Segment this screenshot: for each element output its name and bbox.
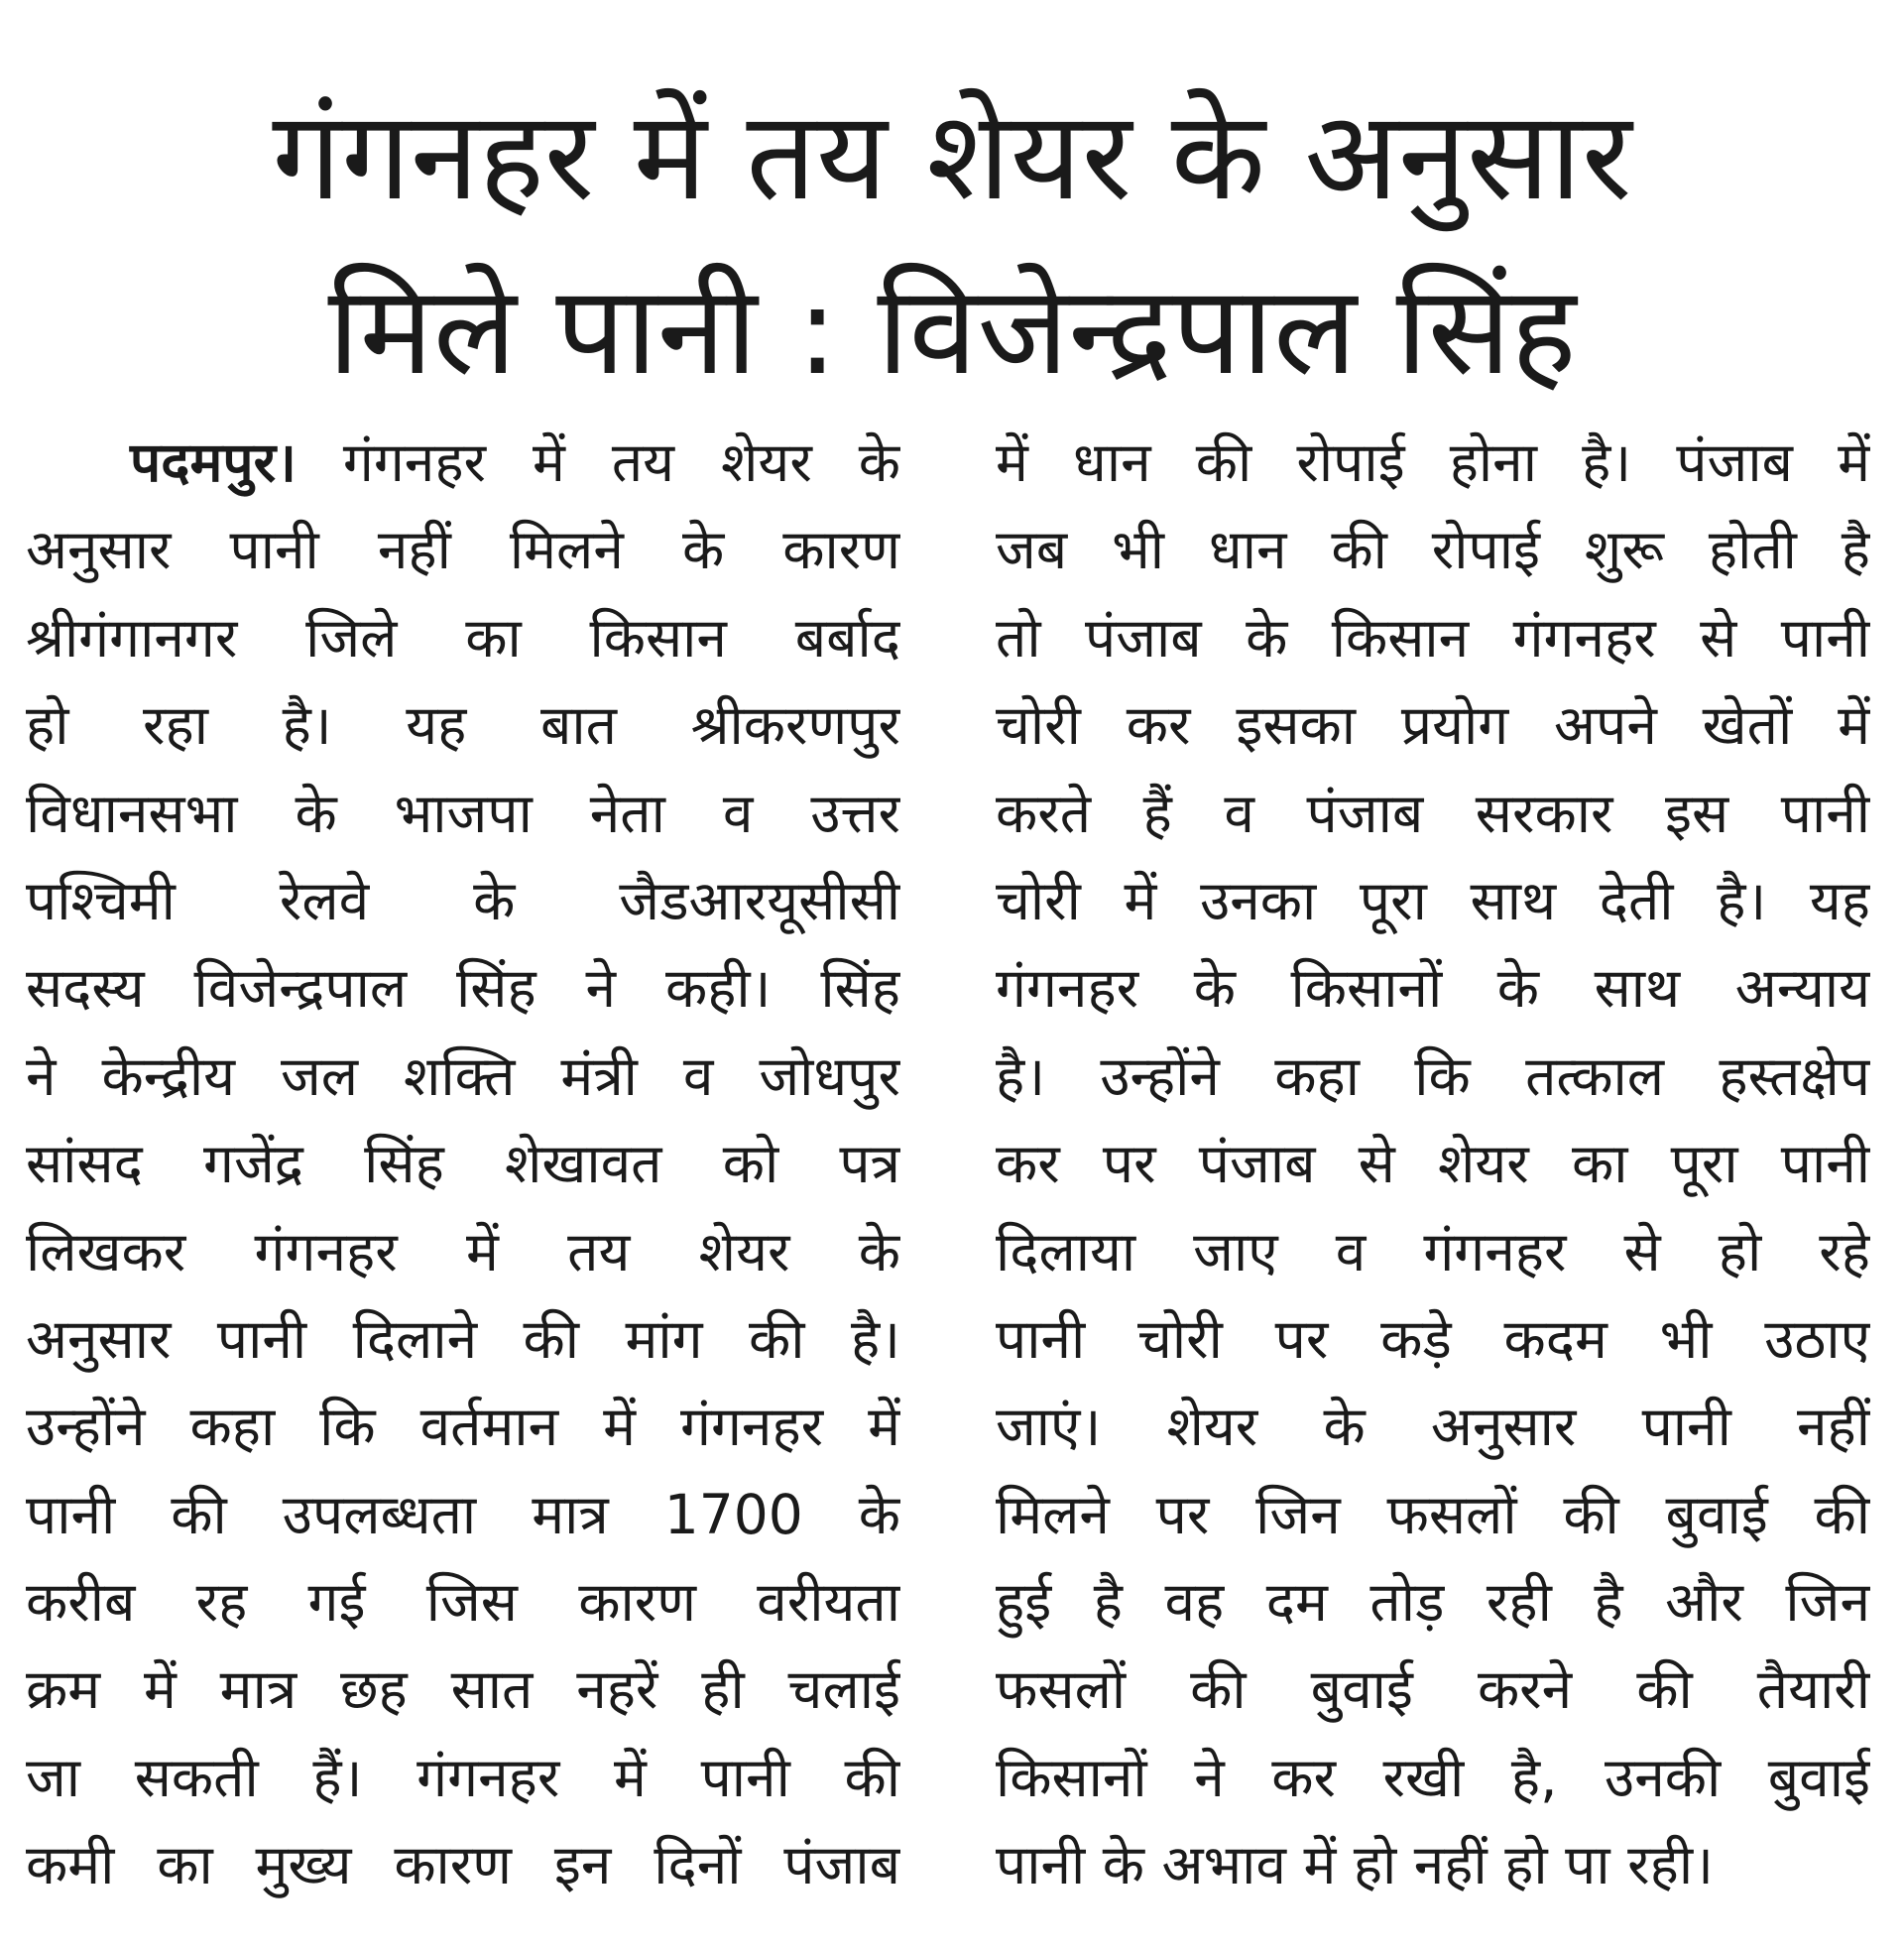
body-line: तो पंजाब के किसान गंगनहर से पानी [996, 605, 1870, 670]
body-line: करते हैं व पंजाब सरकार इस पानी [996, 781, 1870, 845]
body-line: कमी का मुख्य कारण इन दिनों पंजाब [26, 1833, 900, 1897]
headline-line-1: गंगनहर में तय शेयर के अनुसार [272, 85, 1632, 228]
body-line: करीब रह गई जिस कारण वरीयता [26, 1570, 900, 1635]
body-line: उन्होंने कहा कि वर्तमान में गंगनहर में [26, 1395, 900, 1459]
body-line: जा सकती हैं। गंगनहर में पानी की [26, 1745, 900, 1809]
body-line: सदस्य विजेन्द्रपाल सिंह ने कही। सिंह [26, 956, 900, 1021]
body-line: पानी के अभाव में हो नहीं हो पा रही। [996, 1833, 1714, 1897]
body-line: दिलाया जाए व गंगनहर से हो रहे [996, 1219, 1870, 1283]
headline-line-2: मिले पानी : विजेन्द्रपाल सिंह [327, 260, 1577, 403]
body-column-left [26, 419, 900, 1909]
body-line: अनुसार पानी दिलाने की मांग की है। [26, 1306, 900, 1371]
body-line: विधानसभा के भाजपा नेता व उत्तर [26, 781, 900, 845]
body-line [26, 419, 900, 506]
dateline: पदमपुर। [130, 430, 297, 494]
body-line: जाएं। शेयर के अनुसार पानी नहीं [996, 1395, 1870, 1459]
body-line: है। उन्होंने कहा कि तत्काल हस्तक्षेप [996, 1043, 1870, 1108]
body-line: किसानों ने कर रखी है, उनकी बुवाई [996, 1745, 1870, 1809]
body-line: हो रहा है। यह बात श्रीकरणपुर [26, 693, 900, 758]
body-line: पानी चोरी पर कड़े कदम भी उठाए [996, 1306, 1870, 1371]
body-line: मिलने पर जिन फसलों की बुवाई की [996, 1482, 1870, 1546]
body-line: लिखकर गंगनहर में तय शेयर के [26, 1219, 900, 1283]
body-line: कर पर पंजाब से शेयर का पूरा पानी [996, 1132, 1870, 1196]
body-line: सांसद गजेंद्र सिंह शेखावत को पत्र [26, 1132, 900, 1196]
body-line: पश्चिमी रेलवे के जैडआरयूसीसी [26, 868, 900, 932]
body-line: श्रीगंगानगर जिले का किसान बर्बाद [26, 605, 900, 670]
body-line: चोरी कर इसका प्रयोग अपने खेतों में [996, 693, 1870, 758]
body-line: गंगनहर के किसानों के साथ अन्याय [996, 956, 1870, 1021]
body-line: हुई है वह दम तोड़ रही है और जिन [996, 1570, 1870, 1635]
body-line: चोरी में उनका पूरा साथ देती है। यह [996, 868, 1870, 932]
body-line: क्रम में मात्र छह सात नहरें ही चलाई [26, 1657, 900, 1722]
body-line: ने केन्द्रीय जल शक्ति मंत्री व जोधपुर [26, 1043, 900, 1108]
body-line: फसलों की बुवाई करने की तैयारी [996, 1657, 1870, 1722]
body-line: पानी की उपलब्धता मात्र 1700 के [26, 1482, 900, 1546]
body-line-text: गंगनहर में तय शेयर के [342, 430, 900, 494]
body-line: जब भी धान की रोपाई शुरू होती है [996, 518, 1870, 582]
headline [20, 69, 1884, 419]
body-line: में धान की रोपाई होना है। पंजाब में [996, 430, 1870, 494]
body-column-right [996, 419, 1870, 1909]
body-line: अनुसार पानी नहीं मिलने के कारण [26, 518, 900, 582]
